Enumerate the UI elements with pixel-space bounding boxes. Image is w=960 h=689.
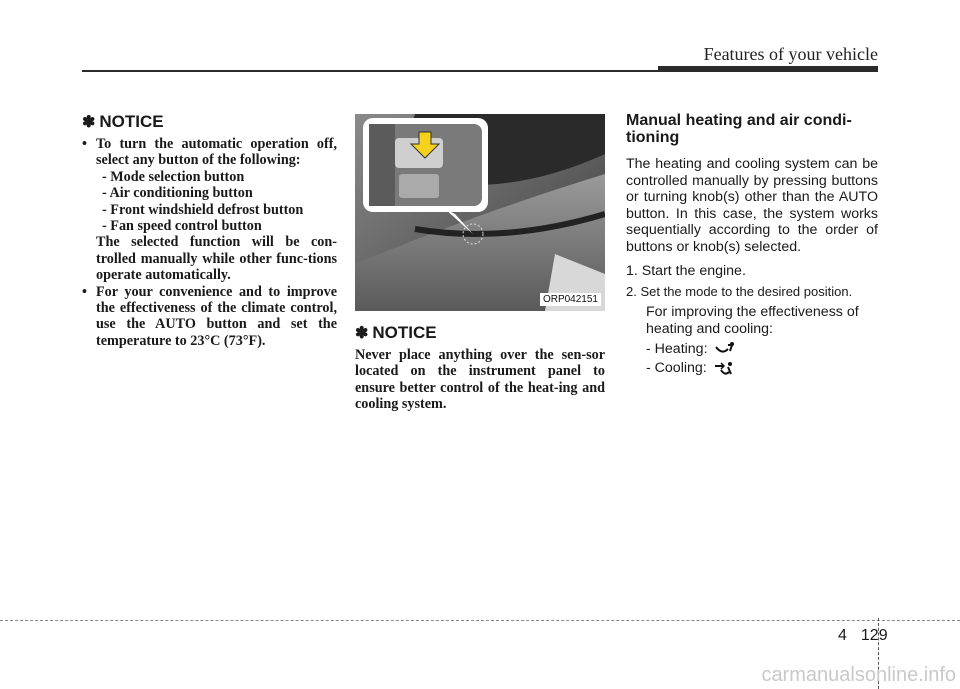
list-item: • For your convenience and to improve the effectiveness of the climate control, use the AUTO button and set the temperature to 23°C (73°F). (82, 283, 337, 349)
page-number (838, 627, 888, 645)
notice-text: Never place anything over the sen-sor located on the instrument panel to ensure better control of the heat-ing and cooling system. (355, 347, 605, 413)
watermark: carmanualsonline.info (761, 664, 956, 686)
column-right (626, 112, 878, 380)
option-item: - Mode selection button (102, 168, 245, 185)
sensor-location-photo (355, 114, 605, 311)
column-middle (355, 114, 605, 413)
footer-rule (0, 620, 960, 621)
option-item: - Fan speed control button (102, 218, 262, 235)
section-heading: Manual heating and air condi-tioning (626, 112, 852, 146)
floor-mode-icon (714, 341, 736, 357)
bullet-text: To turn the automatic operation off, select any button of the following: (96, 136, 337, 169)
bullet-continuation: The selected function will be con-trolled manually while other func-tions operate automatically. (96, 234, 337, 284)
page-number-value: 129 (860, 627, 888, 644)
list-item: • To turn the automatic operation off, select any button of the following: (82, 136, 337, 169)
notice-icon: ✽ (355, 325, 369, 342)
step-2: 2. Set the mode to the desired position. (626, 283, 853, 299)
heating-mode (626, 341, 878, 358)
header-rule (82, 70, 658, 72)
notice-title: NOTICE (99, 112, 164, 131)
cooling-mode (626, 360, 878, 378)
option-item: - Air conditioning button (102, 185, 253, 202)
face-mode-icon (713, 360, 735, 378)
intro-paragraph: The heating and cooling system can be controlled manually by pressing buttons or turning knob(s) other than the AUTO button. In this case, the system works sequentially according to the order of buttons or knob(s) selected. (626, 156, 878, 255)
header-rule-accent (658, 66, 878, 72)
step-1: 1. Start the engine. (626, 263, 746, 279)
bullet-text: For your convenience and to improve the effectiveness of the climate control, use the AUTO button and set the temperature to 23°C (73°F). (96, 283, 337, 349)
notice-icon: ✽ (82, 114, 96, 131)
section-title: Features of your vehicle (703, 44, 878, 64)
cooling-label: - Cooling: (646, 360, 707, 377)
notice-heading (82, 112, 337, 132)
chapter-number: 4 (838, 627, 847, 644)
heating-label: - Heating: (646, 341, 708, 357)
option-item: - Front windshield defrost button (102, 201, 304, 218)
notice-heading (355, 323, 605, 343)
image-caption: ORP042151 (540, 293, 601, 306)
notice-title: NOTICE (372, 323, 437, 342)
step-2-detail: For improving the effectiveness of heating and cooling: (646, 304, 859, 337)
dashboard-illustration (355, 114, 605, 311)
column-left (82, 112, 337, 349)
